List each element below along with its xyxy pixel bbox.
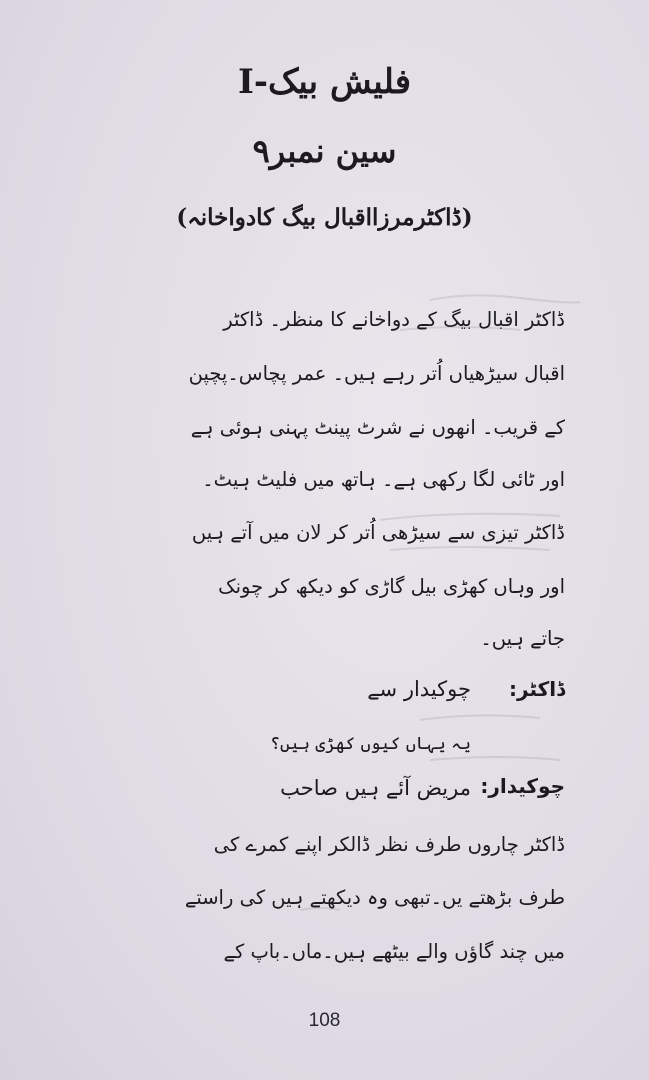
speaker-watchman: چوکیدار: bbox=[480, 774, 565, 798]
narration-line: ڈاکٹر اقبال بیگ کے دواخانے کا منظر۔ ڈاکٹر bbox=[223, 308, 565, 331]
scene-number: سین نمبر۹ bbox=[252, 132, 397, 170]
narration-line: اور ٹائی لگا رکھی ہے۔ ہاتھ میں فلیٹ ہیٹ۔ bbox=[202, 468, 565, 491]
narration-line: ڈاکٹر چاروں طرف نظر ڈالکر اپنے کمرے کی bbox=[213, 833, 565, 856]
narration-line: طرف بڑھتے یں۔تبھی وہ دیکھتے ہیں کی راستے bbox=[184, 886, 565, 909]
dialogue-line: یہ یہاں کیوں کھڑی ہیں؟ bbox=[270, 734, 471, 754]
speaker-doctor: ڈاکٹر: bbox=[509, 677, 565, 701]
narration-line: اقبال سیڑھیاں اُتر رہے ہیں۔ عمر پچاس۔پچپن bbox=[188, 362, 565, 385]
narration-line: جاتے ہیں۔ bbox=[480, 627, 565, 650]
narration-line: ڈاکٹر تیزی سے سیڑھی اُتر کر لان میں آتے ہیں bbox=[191, 521, 565, 544]
dialogue-line: چوکیدار سے bbox=[367, 677, 471, 701]
flashback-title: فلیش بیک-I bbox=[237, 62, 412, 102]
narration-line: اور وہاں کھڑی بیل گاڑی کو دیکھ کر چونک bbox=[218, 575, 565, 598]
dialogue-line: مریض آئے ہیں صاحب bbox=[280, 776, 471, 800]
page-number: 108 bbox=[308, 1010, 341, 1031]
narration-line: کے قریب۔ انھوں نے شرٹ پینٹ پہنی ہوئی ہے bbox=[190, 416, 565, 439]
narration-line: میں چند گاؤں والے بیٹھے ہیں۔ماں۔باپ کے bbox=[223, 940, 565, 963]
scene-location: (ڈاکٹرمرزااقبال بیگ کادواخانہ) bbox=[176, 204, 473, 231]
